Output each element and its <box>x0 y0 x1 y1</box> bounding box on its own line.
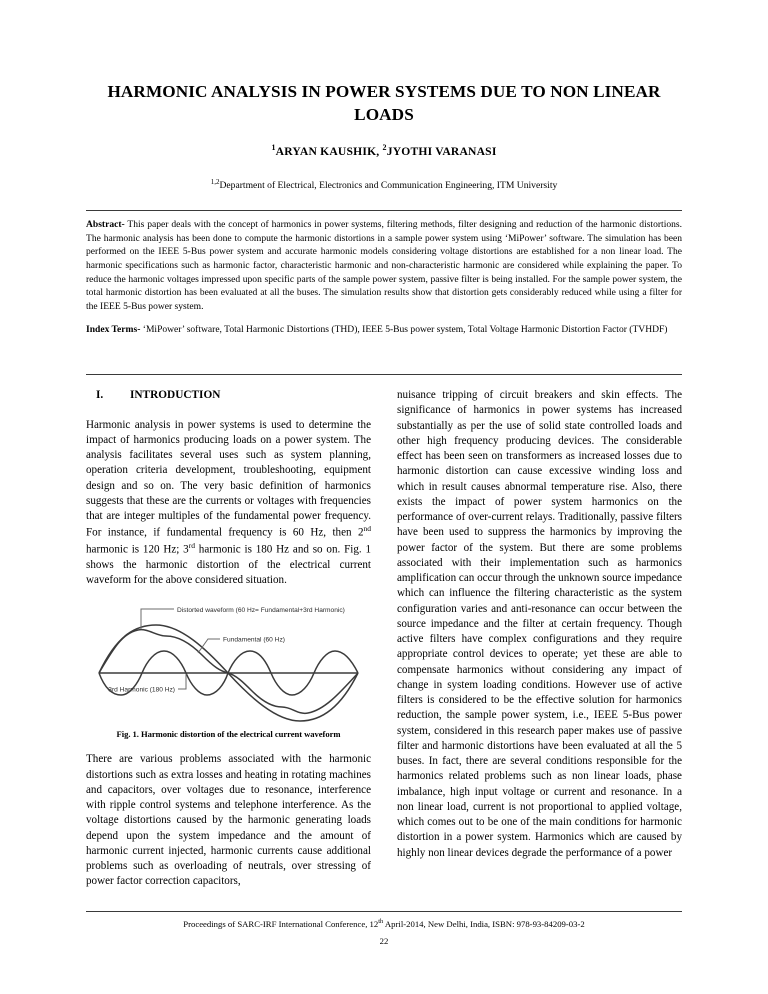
footer-ordinal: th <box>378 918 384 925</box>
harmonic-waveform-diagram <box>86 603 371 727</box>
figure-label-third-harmonic: 3rd Harmonic (180 Hz) <box>108 686 175 694</box>
left-para1-part-b: harmonic is 120 Hz; 3 <box>86 543 189 556</box>
section-number: I. <box>96 389 104 401</box>
footer-text-a: Proceedings of SARC-IRF International Conference, 12 <box>183 918 379 929</box>
footer-text-b: April-2014, New Delhi, India, ISBN: 978-93-84209-03-2 <box>383 918 585 929</box>
page-title: HARMONIC ANALYSIS IN POWER SYSTEMS DUE TO NON LINEAR LOADS <box>107 82 661 125</box>
author2-superscript: 2 <box>382 143 387 153</box>
abstract-block <box>86 218 682 337</box>
ordinal-rd: rd <box>188 541 195 551</box>
figure-label-distorted: Distorted waveform (60 Hz= Fundamental+3rd Harmonic) <box>177 606 345 614</box>
abstract-paragraph <box>86 218 682 313</box>
abstract-text: This paper deals with the concept of harmonics in power systems, filtering methods, filter designing and reduction of the harmonic distortions. The harmonic analysis has been done to compute the harmonic distortions in a sample power system using ‘MiPower’ software. The simulation has been performed on the IEEE 5-Bus power system and accurate harmonic models considering voltage distortions are established for a non linear load. The harmonic specifications such as harmonic factor, characteristic harmonic and non-characteristic harmonic are considered while explaining the paper. To reduce the harmonic voltages impressed upon specific parts of the sample power system, passive filter is being installed. For the sample power system, the total harmonic distortion has been evaluated at all the buses. The simulation results show that distortion gets considerably reduced while using a filter for the IEEE 5-Bus power system. <box>86 219 682 312</box>
figure-1-caption: Fig. 1. Harmonic distortion of the electrical current waveform <box>116 728 341 739</box>
left-para1-part-a: Harmonic analysis in power systems is used to determine the impact of harmonics producing loads on a power system. The analysis facilitates several uses such as system planning, operation criteria development, troubleshooting, equipment design and so on. The very basic definition of harmonics suggests that these are the currents or voltages with frequencies that are integer multiples of the fundamental power frequency. For instance, if fundamental frequency is 60 Hz, then 2 <box>86 418 371 539</box>
leader-line-third-harmonic <box>178 674 186 689</box>
left-column <box>86 388 371 890</box>
right-paragraph-1: nuisance tripping of circuit breakers and skin effects. The significance of harmonics in power systems has increased substantially as per the use of solid state controlled loads and other high frequency producing devices. The considerable effect has been seen on transformers as increased losses due to harmonic distortion can cause excessive winding loss and which in result causes abnormal temperature rise. Also, there exists the impact of power system harmonics on the performance of over-current relays. Traditionally, passive filters have been used to suppress the harmonics by improving the power factor of the system. But there are some problems associated with their implementation such as harmonics amplification can occur through the unknown source impedance which can influence the filtering characteristic as the system configuration varies and anti-resonance can occur between the source impedance and the filter at certain frequency. Though active filters have complex configurations and they require appropriate control devices to operate; yet these are able to compensate harmonics without considering any impact of change in system loading conditions. However use of active filters is considered to be the effective solution for harmonics reduction, the sample power system, i.e., IEEE 5-Bus power system, considered in this research paper makes use of passive filter and harmonic distortions have been evaluated at all the 5 buses. In fact, there are several conditions responsible for the harmonics related problems such as non linear loads, phase imbalance, high input voltage or current and resonance. In a non linear load, current is not proportional to applied voltage, which comes out to be one of the main conditions for harmonic distortion in a power system. Harmonics which are caused by highly non linear devices degrade the performance of a power <box>397 389 682 859</box>
index-terms-text: ‘MiPower’ software, Total Harmonic Distortions (THD), IEEE 5-Bus power system, Total Voltage Harmonic Distortion Factor (TVHDF) <box>140 324 668 336</box>
divider-below-abstract <box>86 374 682 375</box>
figure-1 <box>86 603 371 741</box>
author-line <box>86 143 682 158</box>
ordinal-nd: nd <box>363 524 371 534</box>
left-para1-part-c: harmonic is 180 Hz and so on. Fig. 1 shows the harmonic distortion of the electrical current waveform for the above considered situation. <box>86 543 371 587</box>
title-block <box>86 80 682 191</box>
affiliation-line <box>86 178 682 191</box>
divider-above-abstract <box>86 210 682 211</box>
left-paragraph-1 <box>86 418 371 589</box>
section-heading-introduction <box>86 388 371 404</box>
index-terms-paragraph <box>86 323 682 337</box>
left-paragraph-2: There are various problems associated with the harmonic distortions such as extra losses and heating in rotating machines and capacitors, over voltages due to resonance, interference with ripple control systems and telephone interference. As the voltage distortions caused by the harmonic generating loads depend upon the system impedance and the amount of harmonic current injected, harmonic currents cause additional problems such as overloading of neutrals, over stressing of power factor correction capacitors, <box>86 753 371 888</box>
author-name-1: ARYAN KAUSHIK, <box>275 145 383 159</box>
figure-label-fundamental: Fundamental (60 Hz) <box>223 636 285 644</box>
divider-above-footer <box>86 911 682 912</box>
author-name-2: JYOTHI VARANASI <box>386 145 497 159</box>
abstract-label: Abstract- <box>86 219 125 230</box>
affiliation-text: Department of Electrical, Electronics and Communication Engineering, ITM University <box>219 180 558 192</box>
footer-proceedings-line <box>86 918 682 929</box>
affiliation-superscript: 1,2 <box>210 178 220 187</box>
page-number: 22 <box>379 936 389 946</box>
right-column <box>397 388 682 861</box>
index-terms-label: Index Terms- <box>86 324 141 336</box>
section-title: INTRODUCTION <box>130 389 221 401</box>
author1-superscript: 1 <box>271 143 276 153</box>
